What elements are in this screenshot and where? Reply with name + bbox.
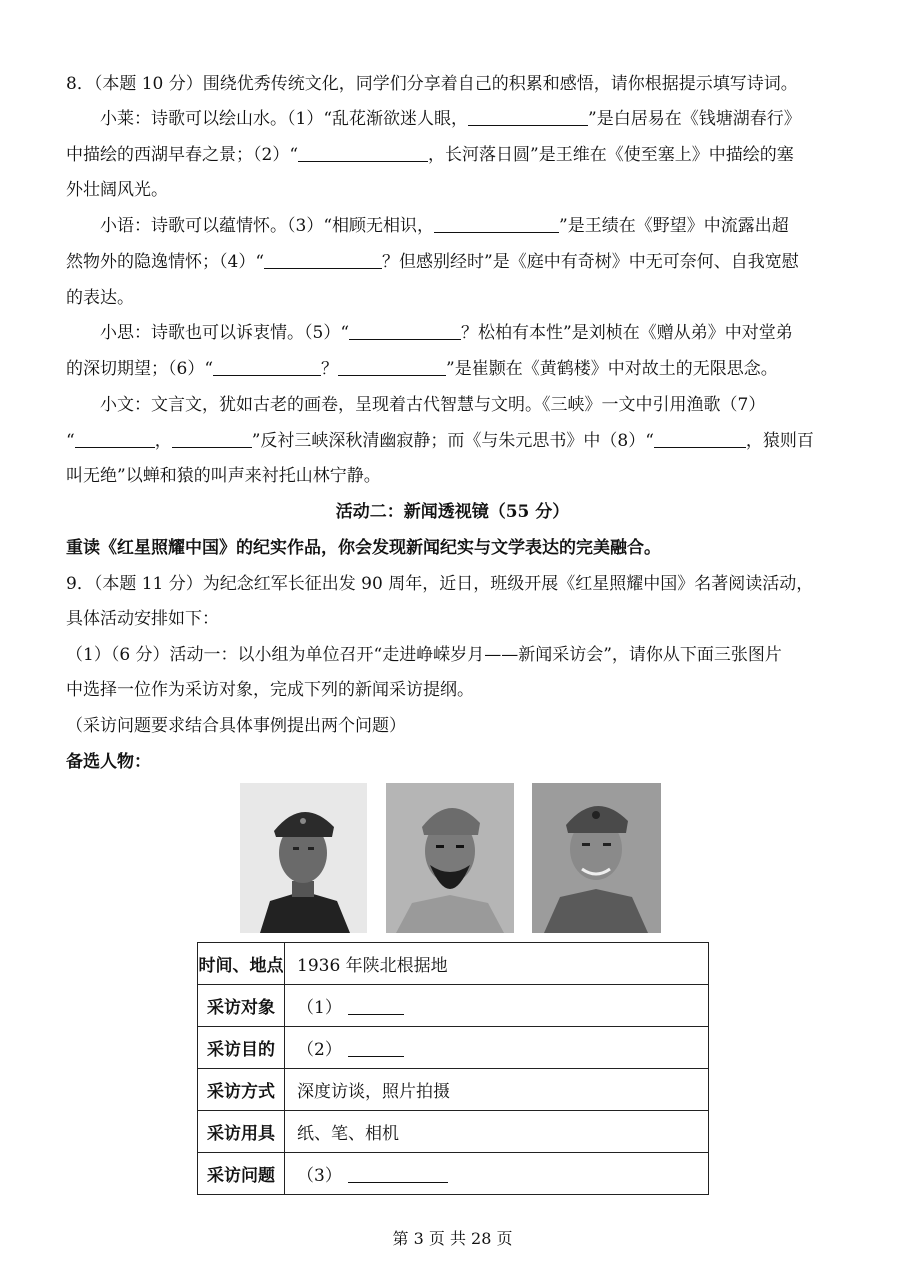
answer-blank-6a[interactable]	[213, 357, 321, 376]
q9-subquestion: （1）（6 分）活动一：以小组为单位召开“走进峥嵘岁月——新闻采访会”，请你从下面三张图片	[66, 645, 782, 665]
portrait-image	[240, 783, 367, 933]
q8-line: “ ， ”反衬三峡深秋清幽寂静；而《与朱元思书》中（8）“ ，猿则百	[66, 431, 814, 451]
q8-stem: 8．（本题 10 分）围绕优秀传统文化，同学们分享着自己的积累和感悟，请你根据提示填写诗词。	[66, 74, 798, 94]
answer-blank-3[interactable]	[434, 214, 559, 233]
row-value	[285, 1111, 709, 1153]
q9-stem: 9．（本题 11 分）为纪念红军长征出发 90 周年，近日，班级开展《红星照耀中国》名著阅读活动，	[66, 574, 814, 594]
answer-blank-7a[interactable]	[75, 429, 155, 448]
answer-blank-2[interactable]	[298, 143, 428, 162]
candidates-label: 备选人物：	[66, 752, 151, 772]
q8-line-xiaosi: 小思：诗歌也可以诉衷情。（5）“ ？松柏有本性”是刘桢在《赠从弟》中对堂弟	[100, 323, 793, 343]
table-row	[198, 1153, 709, 1195]
interview-outline-table	[197, 942, 709, 1195]
page-number: 第 3 页 共 28 页	[392, 1229, 513, 1248]
q8-line-xiaoyu: 小语：诗歌可以蕴情怀。（3）“相顾无相识， ”是王绩在《野望》中流露出超	[100, 216, 789, 236]
activity-title: 活动二：新闻透视镜（55 分）	[335, 502, 570, 522]
activity-intro: 重读《红星照耀中国》的纪实作品，你会发现新闻纪实与文学表达的完美融合。	[66, 538, 661, 558]
portrait-image	[532, 783, 661, 933]
row-value-text: 纸、笔、相机	[297, 1124, 399, 1144]
row-label: 采访问题	[198, 1153, 285, 1195]
table-row	[198, 943, 709, 985]
q8-line: 叫无绝”以蝉和猿的叫声来衬托山林宁静。	[66, 466, 381, 486]
table-row	[198, 1027, 709, 1069]
row-value-text: 深度访谈，照片拍摄	[297, 1082, 450, 1102]
row-value	[285, 1027, 709, 1069]
row-label: 采访用具	[198, 1111, 285, 1153]
candidate-photos	[0, 783, 905, 935]
q8-line: 的表达。	[66, 288, 134, 308]
answer-blank[interactable]	[348, 1164, 448, 1183]
answer-blank-8[interactable]	[654, 429, 746, 448]
row-value	[285, 985, 709, 1027]
row-value	[285, 1069, 709, 1111]
row-value-text: （2）	[297, 1040, 342, 1060]
q8-line-xiaowen: 小文：文言文，犹如古老的画卷，呈现着古代智慧与文明。《三峡》一文中引用渔歌（7）	[100, 395, 766, 415]
portrait-image	[386, 783, 514, 933]
table-row	[198, 1111, 709, 1153]
q8-line: 然物外的隐逸情怀；（4）“ ？但感别经时”是《庭中有奇树》中无可奈何、自我宽慰	[66, 252, 799, 272]
answer-blank-1[interactable]	[468, 107, 588, 126]
row-value	[285, 1153, 709, 1195]
row-value	[285, 943, 709, 985]
row-label: 采访目的	[198, 1027, 285, 1069]
answer-blank[interactable]	[348, 1038, 404, 1057]
candidate-photo-2[interactable]	[386, 783, 514, 933]
answer-blank-4[interactable]	[264, 250, 382, 269]
answer-blank-5[interactable]	[349, 321, 461, 340]
answer-blank[interactable]	[348, 996, 404, 1015]
q8-line: 外壮阔风光。	[66, 180, 168, 200]
row-label: 采访对象	[198, 985, 285, 1027]
q9-stem: 具体活动安排如下：	[66, 609, 219, 629]
row-label: 采访方式	[198, 1069, 285, 1111]
candidate-photo-3[interactable]	[532, 783, 661, 933]
answer-blank-6b[interactable]	[338, 357, 446, 376]
candidate-photo-1[interactable]	[240, 783, 367, 933]
table-row	[198, 1069, 709, 1111]
row-value-text: （3）	[297, 1166, 342, 1186]
q9-subquestion: 中选择一位作为采访对象，完成下列的新闻采访提纲。	[66, 680, 474, 700]
q9-note: （采访问题要求结合具体事例提出两个问题）	[66, 716, 406, 736]
row-value-text: 1936 年陕北根据地	[297, 956, 448, 976]
row-label: 时间、地点	[198, 943, 285, 985]
q8-line: 的深切期望；（6）“ ？ ”是崔颢在《黄鹤楼》中对故土的无限思念。	[66, 359, 778, 379]
q8-line: 中描绘的西湖早春之景；（2）“ ，长河落日圆”是王维在《使至塞上》中描绘的塞	[66, 145, 794, 165]
q8-line-xiaolai: 小莱：诗歌可以绘山水。（1）“乱花渐欲迷人眼， ”是白居易在《钱塘湖春行》	[100, 109, 801, 129]
row-value-text: （1）	[297, 998, 342, 1018]
answer-blank-7b[interactable]	[172, 429, 252, 448]
table-row	[198, 985, 709, 1027]
